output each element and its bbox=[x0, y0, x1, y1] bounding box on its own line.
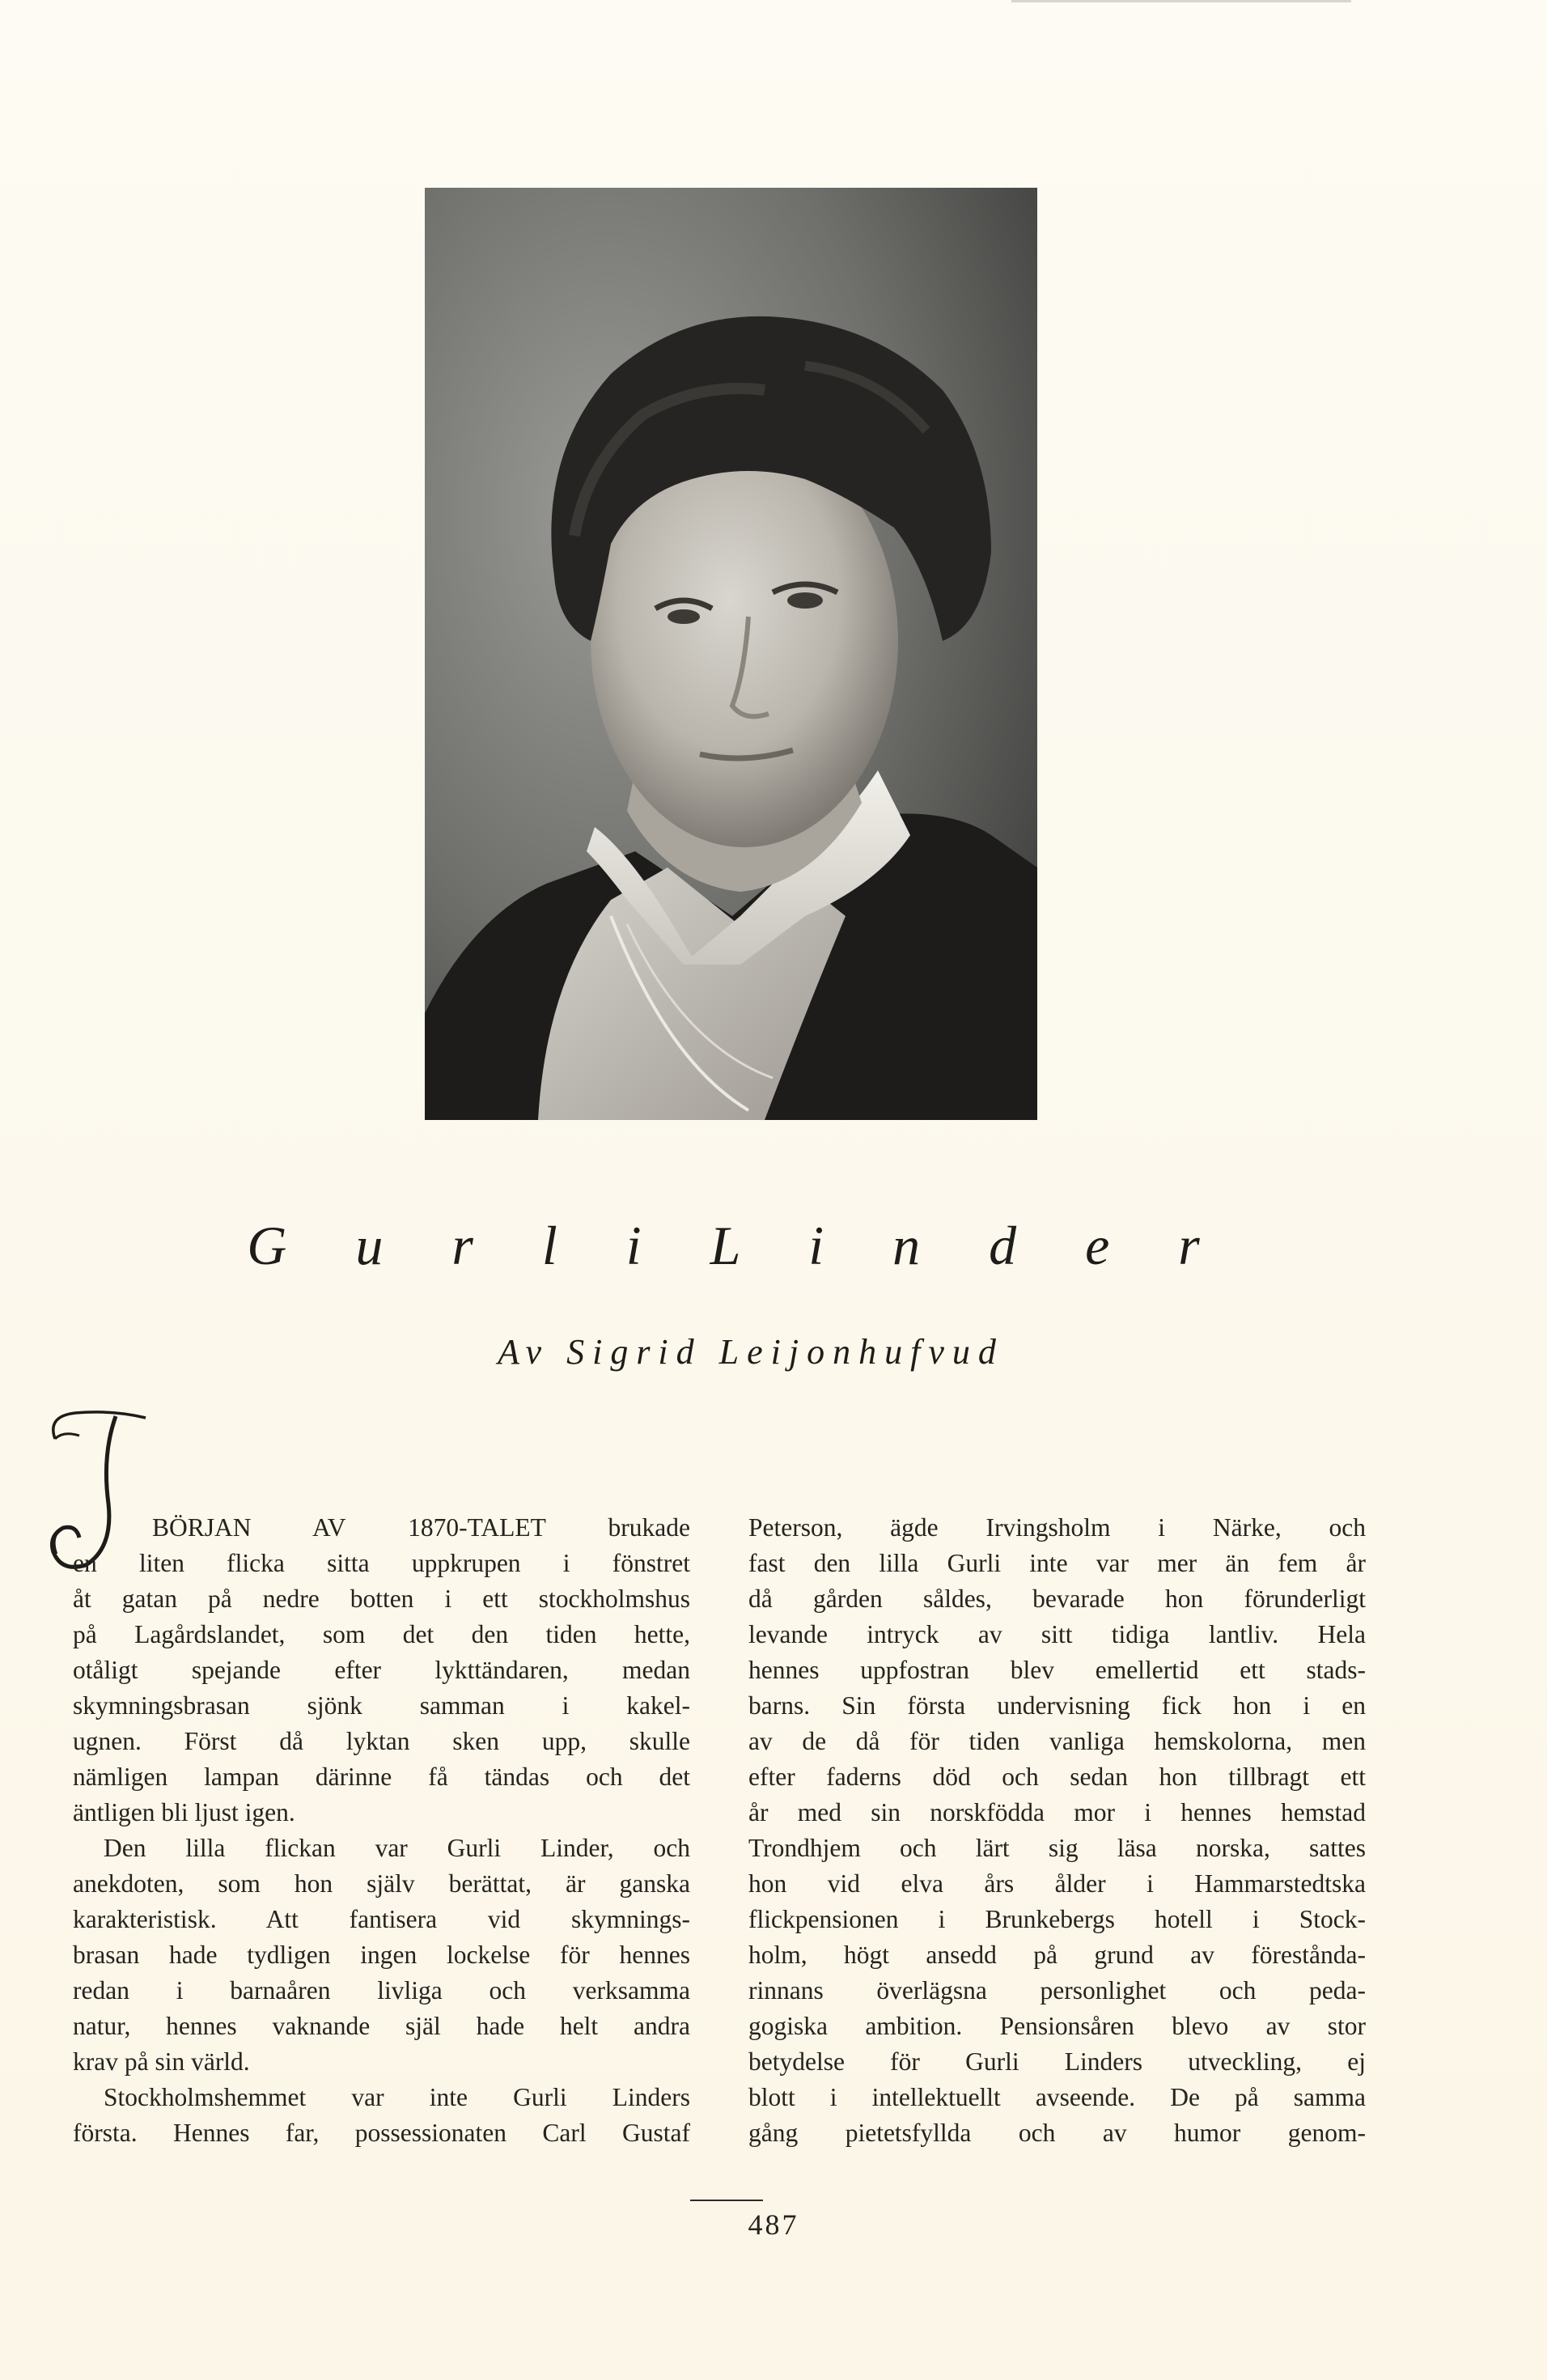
text-line: otåligt spejande efter lykttändaren, medan bbox=[73, 1656, 690, 1684]
text-line: gogiska ambition. Pensionsåren blevo av stor bbox=[748, 2012, 1366, 2040]
text-line: hennes uppfostran blev emellertid ett stads- bbox=[748, 1656, 1366, 1684]
text-line: blott i intellektuellt avseende. De på samma bbox=[748, 2083, 1366, 2111]
text-line: holm, högt ansedd på grund av förestånda- bbox=[748, 1941, 1366, 1969]
text-line: hon vid elva års ålder i Hammarstedtska bbox=[748, 1869, 1366, 1898]
text-line: på Lagårdslandet, som det den tiden hette, bbox=[73, 1620, 690, 1648]
page-number: 487 bbox=[748, 2208, 799, 2241]
text-line: en liten flicka sitta uppkrupen i fönstret bbox=[73, 1549, 690, 1577]
text-line: åt gatan på nedre botten i ett stockholmshus bbox=[73, 1585, 690, 1613]
drop-cap-letter: I bbox=[39, 1406, 40, 1407]
text-line: nämligen lampan därinne få tändas och det bbox=[73, 1763, 690, 1791]
text-line: brasan hade tydligen ingen lockelse för hennes bbox=[73, 1941, 690, 1969]
left-column bbox=[73, 1510, 690, 2151]
text-line: natur, hennes vaknande själ hade helt andra bbox=[73, 2012, 690, 2040]
text-line: då gården såldes, bevarade hon förunderligt bbox=[748, 1585, 1366, 1613]
text-line: Stockholmshemmet var inte Gurli Linders bbox=[104, 2083, 690, 2111]
text-line: skymningsbrasan sjönk samman i kakel- bbox=[73, 1691, 690, 1720]
page-number-rule bbox=[690, 2200, 763, 2201]
portrait-photo bbox=[425, 188, 1037, 1120]
right-column bbox=[748, 1510, 1366, 2151]
text-line: efter faderns död och sedan hon tillbragt ett bbox=[748, 1763, 1366, 1791]
text-line: av de då för tiden vanliga hemskolorna, men bbox=[748, 1727, 1366, 1755]
text-line: karakteristisk. Att fantisera vid skymnings- bbox=[73, 1905, 690, 1933]
text-line: Trondhjem och lärt sig läsa norska, sattes bbox=[748, 1834, 1366, 1862]
text-line: Peterson, ägde Irvingsholm i Närke, och bbox=[748, 1513, 1366, 1542]
text-line: ugnen. Först då lyktan sken upp, skulle bbox=[73, 1727, 690, 1755]
text-line: rinnans överlägsna personlighet och peda- bbox=[748, 1976, 1366, 2005]
text-line: fast den lilla Gurli inte var mer än fem år bbox=[748, 1549, 1366, 1577]
article-byline: Av Sigrid Leijonhufvud bbox=[498, 1332, 1004, 1372]
text-line: flickpensionen i Brunkebergs hotell i Stock- bbox=[748, 1905, 1366, 1933]
article-title: G u r l i L i n d e r bbox=[247, 1215, 1227, 1276]
text-line: krav på sin värld. bbox=[73, 2047, 250, 2076]
text-line: betydelse för Gurli Linders utveckling, ej bbox=[748, 2047, 1366, 2076]
text-line: BÖRJAN AV 1870-TALET brukade bbox=[152, 1513, 690, 1542]
page-edge-mark bbox=[1011, 0, 1351, 2]
text-line: redan i barnaåren livliga och verksamma bbox=[73, 1976, 690, 2005]
text-line: år med sin norskfödda mor i hennes hemstad bbox=[748, 1798, 1366, 1826]
text-line: barns. Sin första undervisning fick hon i en bbox=[748, 1691, 1366, 1720]
text-line: första. Hennes far, possessionaten Carl Gustaf bbox=[73, 2119, 690, 2147]
text-line: gång pietetsfyllda och av humor genom- bbox=[748, 2119, 1366, 2147]
text-line: anekdoten, som hon själv berättat, är ganska bbox=[73, 1869, 690, 1898]
text-line: Den lilla flickan var Gurli Linder, och bbox=[104, 1834, 690, 1862]
text-line: äntligen bli ljust igen. bbox=[73, 1798, 295, 1826]
text-line: levande intryck av sitt tidiga lantliv. Hela bbox=[748, 1620, 1366, 1648]
